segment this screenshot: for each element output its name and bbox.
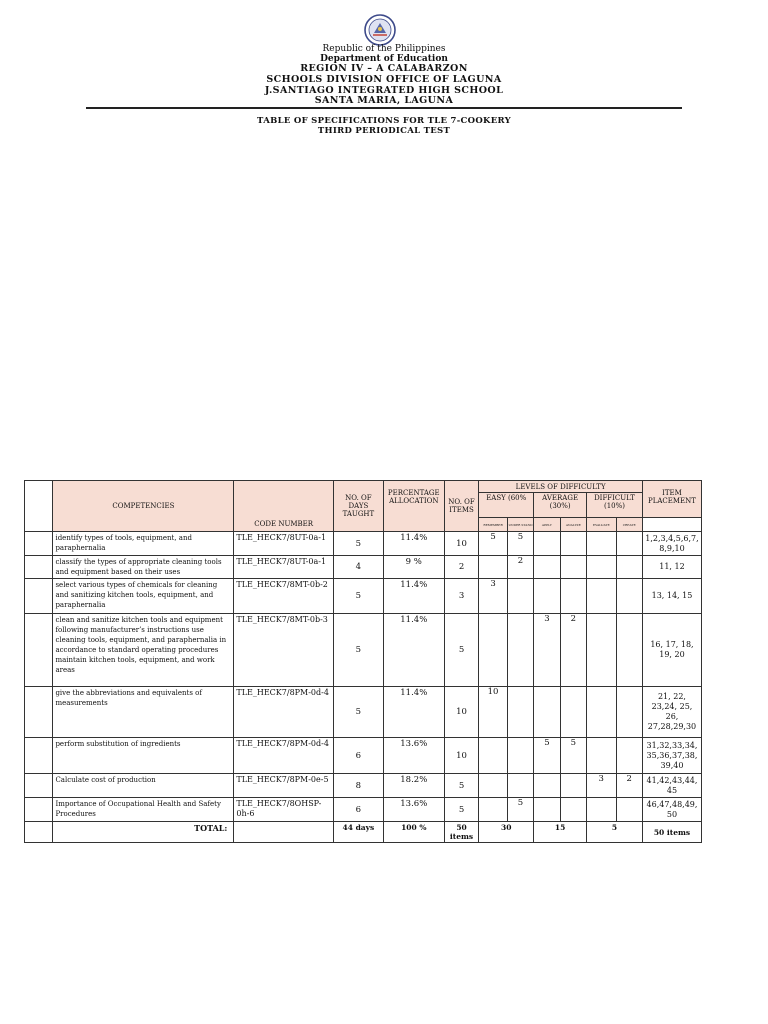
level-evaluate-cell	[587, 687, 616, 738]
level-apply-cell	[534, 532, 560, 556]
row-blank-cell	[25, 798, 53, 822]
code-number-cell: TLE_HECK7/8PM-0d-4	[234, 738, 334, 774]
level-apply-cell: 3	[534, 614, 560, 687]
row-blank-cell	[25, 614, 53, 687]
sub-create: CREATE	[616, 518, 642, 532]
code-number-cell: TLE_HECK7/8PM-0e-5	[234, 774, 334, 798]
row-blank-cell	[25, 687, 53, 738]
header-difficult: DIFFICULT (10%)	[587, 493, 643, 518]
code-number-cell: TLE_HECK7/8MT-0b-3	[234, 614, 334, 687]
days-taught-cell: 8	[333, 774, 383, 798]
competency-cell: perform substitution of ingredients	[53, 738, 234, 774]
percentage-cell: 11.4%	[383, 579, 444, 614]
total-code-cell	[234, 822, 334, 843]
level-remember-cell: 10	[479, 687, 507, 738]
row-blank-cell	[25, 579, 53, 614]
items-cell: 10	[444, 738, 479, 774]
level-evaluate-cell	[587, 556, 616, 579]
level-create-cell	[616, 687, 642, 738]
level-understand-cell	[507, 579, 533, 614]
header-days-taught: NO. OF DAYS TAUGHT	[333, 481, 383, 532]
competency-cell: clean and sanitize kitchen tools and equipment following manufacturer’s instructions use cleaning tools, equipment, and paraphernalia in accordance to standard operating procedures maintain kitchen tools, equipment, and work areas	[53, 614, 234, 687]
total-blank-cell	[25, 822, 53, 843]
level-apply-cell	[534, 798, 560, 822]
days-taught-cell: 5	[333, 579, 383, 614]
level-remember-cell	[479, 738, 507, 774]
level-analyze-cell	[560, 556, 586, 579]
competency-cell: Importance of Occupational Health and Safety Procedures	[53, 798, 234, 822]
total-percent: 100 %	[383, 822, 444, 843]
total-label: TOTAL:	[53, 822, 234, 843]
item-placement-cell: 21, 22, 23,24, 25, 26, 27,28,29,30	[642, 687, 701, 738]
level-create-cell	[616, 532, 642, 556]
table-row	[25, 774, 702, 798]
level-evaluate-cell	[587, 579, 616, 614]
items-cell: 10	[444, 532, 479, 556]
level-apply-cell	[534, 774, 560, 798]
level-remember-cell: 5	[479, 532, 507, 556]
table-header-row	[25, 481, 702, 493]
location-line: SANTA MARIA, LAGUNA	[314, 95, 454, 106]
level-remember-cell	[479, 556, 507, 579]
header-competencies: COMPETENCIES	[53, 481, 234, 532]
total-items: 50 items	[444, 822, 479, 843]
sub-evaluate: EVALUATE	[587, 518, 616, 532]
item-placement-cell: 41,42,43,44, 45	[642, 774, 701, 798]
row-blank-cell	[25, 774, 53, 798]
item-placement-cell: 1,2,3,4,5,6,7, 8,9,10	[642, 532, 701, 556]
level-create-cell	[616, 738, 642, 774]
level-evaluate-cell	[587, 614, 616, 687]
level-analyze-cell	[560, 532, 586, 556]
level-create-cell	[616, 614, 642, 687]
item-placement-cell: 11, 12	[642, 556, 701, 579]
total-days: 44 days	[333, 822, 383, 843]
days-taught-cell: 5	[333, 532, 383, 556]
level-analyze-cell	[560, 579, 586, 614]
level-evaluate-cell	[587, 798, 616, 822]
days-taught-cell: 6	[333, 738, 383, 774]
competency-cell: identify types of tools, equipment, and paraphernalia	[53, 532, 234, 556]
school-line: J.SANTIAGO INTEGRATED HIGH SCHOOL	[264, 85, 504, 96]
header-placement: ITEM PLACEMENT	[642, 481, 701, 518]
percentage-cell: 18.2%	[383, 774, 444, 798]
level-understand-cell: 5	[507, 532, 533, 556]
header-divider	[86, 107, 682, 109]
title-line-2: THIRD PERIODICAL TEST	[317, 126, 451, 136]
table-body	[25, 532, 702, 822]
level-create-cell	[616, 579, 642, 614]
items-cell: 10	[444, 687, 479, 738]
competency-cell: give the abbreviations and equivalents of measurements	[53, 687, 234, 738]
level-understand-cell: 5	[507, 798, 533, 822]
table-row	[25, 532, 702, 556]
region-line: REGION IV – A CALABARZON	[300, 63, 468, 74]
level-analyze-cell: 5	[560, 738, 586, 774]
items-cell: 2	[444, 556, 479, 579]
level-analyze-cell	[560, 798, 586, 822]
days-taught-cell: 4	[333, 556, 383, 579]
percentage-cell: 13.6%	[383, 798, 444, 822]
sub-remember: REMEMBER	[479, 518, 507, 532]
blank-corner-cell	[25, 481, 53, 532]
level-remember-cell	[479, 798, 507, 822]
items-cell: 5	[444, 614, 479, 687]
total-average: 15	[534, 822, 587, 843]
level-evaluate-cell	[587, 532, 616, 556]
percentage-cell: 9 %	[383, 556, 444, 579]
table-row	[25, 579, 702, 614]
code-number-cell: TLE_HECK7/8PM-0d-4	[234, 687, 334, 738]
percentage-cell: 11.4%	[383, 687, 444, 738]
sub-understand: UNDER STAND	[507, 518, 533, 532]
item-placement-cell: 31,32,33,34, 35,36,37,38, 39,40	[642, 738, 701, 774]
level-remember-cell: 3	[479, 579, 507, 614]
level-understand-cell: 2	[507, 556, 533, 579]
total-placement: 50 items	[642, 822, 701, 843]
competency-cell: classify the types of appropriate cleaning tools and equipment based on their uses	[53, 556, 234, 579]
item-placement-cell: 16, 17, 18, 19, 20	[642, 614, 701, 687]
level-evaluate-cell	[587, 738, 616, 774]
total-easy: 30	[479, 822, 534, 843]
division-line: SCHOOLS DIVISION OFFICE OF LAGUNA	[266, 74, 502, 85]
days-taught-cell: 6	[333, 798, 383, 822]
row-blank-cell	[25, 556, 53, 579]
level-apply-cell	[534, 579, 560, 614]
sub-analyze: ANALYZE	[560, 518, 586, 532]
item-placement-cell: 13, 14, 15	[642, 579, 701, 614]
days-taught-cell: 5	[333, 687, 383, 738]
header-easy: EASY (60%	[479, 493, 534, 518]
code-number-cell: TLE_HECK7/8UT-0a-1	[234, 532, 334, 556]
level-analyze-cell	[560, 687, 586, 738]
code-number-cell: TLE_HECK7/8MT-0b-2	[234, 579, 334, 614]
total-difficult: 5	[587, 822, 643, 843]
items-cell: 5	[444, 774, 479, 798]
sub-apply: APPLY	[534, 518, 560, 532]
code-number-cell: TLE_HECK7/8OHSP-0h-6	[234, 798, 334, 822]
republic-line: Republic of the Philippines	[322, 44, 446, 54]
level-create-cell	[616, 798, 642, 822]
level-understand-cell	[507, 687, 533, 738]
title-line-1: TABLE OF SPECIFICATIONS FOR TLE 7-COOKERY	[257, 116, 511, 126]
level-create-cell: 2	[616, 774, 642, 798]
table-row	[25, 738, 702, 774]
code-number-cell: TLE_HECK7/8UT-0a-1	[234, 556, 334, 579]
row-blank-cell	[25, 738, 53, 774]
table-row	[25, 556, 702, 579]
competency-cell: select various types of chemicals for cleaning and sanitizing kitchen tools, equipment, and paraphernalia	[53, 579, 234, 614]
header-levels: LEVELS OF DIFFICULTY	[479, 481, 643, 493]
level-create-cell	[616, 556, 642, 579]
table-row	[25, 614, 702, 687]
level-apply-cell	[534, 687, 560, 738]
percentage-cell: 11.4%	[383, 532, 444, 556]
deped-seal-icon	[364, 14, 396, 46]
level-apply-cell: 5	[534, 738, 560, 774]
level-evaluate-cell: 3	[587, 774, 616, 798]
level-understand-cell	[507, 738, 533, 774]
table-row	[25, 798, 702, 822]
header-items: NO. OF ITEMS	[444, 481, 479, 532]
level-remember-cell	[479, 774, 507, 798]
level-apply-cell	[534, 556, 560, 579]
specifications-table	[24, 480, 702, 843]
percentage-cell: 13.6%	[383, 738, 444, 774]
competency-cell: Calculate cost of production	[53, 774, 234, 798]
level-remember-cell	[479, 614, 507, 687]
item-placement-cell: 46,47,48,49, 50	[642, 798, 701, 822]
department-line: Department of Education	[320, 54, 448, 64]
days-taught-cell: 5	[333, 614, 383, 687]
level-understand-cell	[507, 614, 533, 687]
placement-sub-cell	[642, 518, 701, 532]
items-cell: 5	[444, 798, 479, 822]
level-analyze-cell: 2	[560, 614, 586, 687]
header-percentage: PERCENTAGE ALLOCATION	[383, 481, 444, 532]
row-blank-cell	[25, 532, 53, 556]
total-row	[25, 822, 702, 843]
header-average: AVERAGE (30%)	[534, 493, 587, 518]
header-code-number: CODE NUMBER	[234, 481, 334, 532]
table-row	[25, 687, 702, 738]
level-analyze-cell	[560, 774, 586, 798]
level-understand-cell	[507, 774, 533, 798]
percentage-cell: 11.4%	[383, 614, 444, 687]
items-cell: 3	[444, 579, 479, 614]
